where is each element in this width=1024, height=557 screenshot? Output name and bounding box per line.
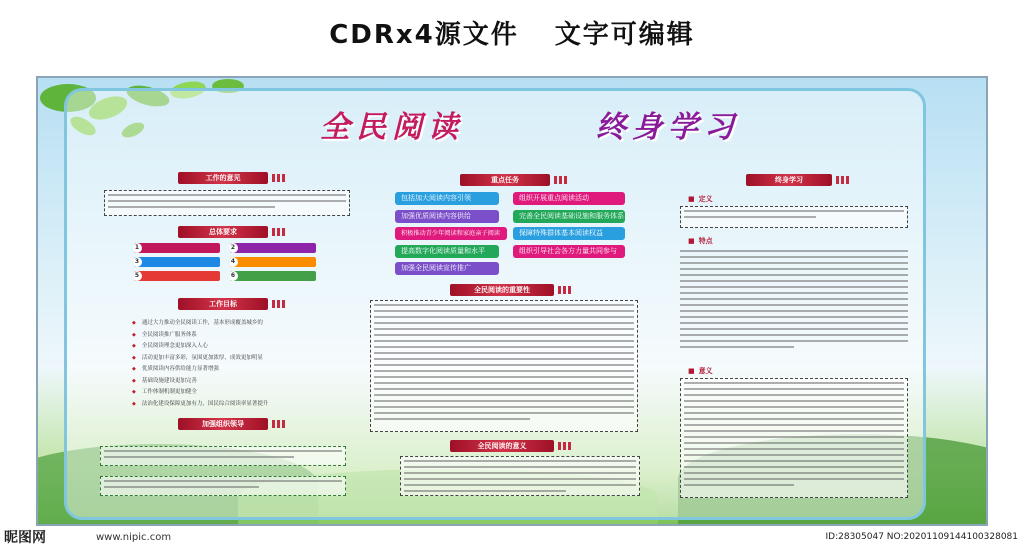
- goal-item: ◆ 基础设施建设更加完善: [132, 376, 332, 388]
- key-task-pill: 组织引导社会各方力量共同参与: [513, 245, 625, 258]
- requirement-row: [134, 257, 220, 267]
- key-task-pill: 加强优质阅读内容供给: [395, 210, 499, 223]
- subhead-definition: ■ 定义: [688, 194, 713, 204]
- requirement-number: 2: [230, 243, 238, 253]
- key-task-pill: 提高数字化阅读质量和水平: [395, 245, 499, 258]
- text-lines: [684, 210, 904, 226]
- text-lines: [104, 480, 342, 494]
- text-lines: [374, 304, 634, 428]
- section-title-strengthen-leadership: 加强组织领导: [178, 418, 268, 430]
- goal-item: ◆ 活动更加丰富多彩，氛围更加浓厚，成效更加明显: [132, 353, 332, 365]
- key-task-pill: 保障特殊群体基本阅读权益: [513, 227, 625, 240]
- key-task-pill: 包括加大阅读内容引领: [395, 192, 499, 205]
- meaning-text-box: [680, 378, 908, 498]
- goal-item: ◆ 全民阅读推广服务体系: [132, 330, 332, 342]
- requirement-number: 4: [230, 257, 238, 267]
- section-title-work-opinion: 工作的意见: [178, 172, 268, 184]
- watermark-id: ID:28305047 NO:20201109144100328081: [825, 532, 1018, 542]
- text-lines: [104, 450, 342, 464]
- section-title-lifelong-learning: 终身学习: [746, 174, 832, 186]
- headline-left: 全民阅读: [320, 110, 464, 145]
- watermark-site: www.nipic.com: [96, 532, 172, 543]
- section-title-work-goals: 工作目标: [178, 298, 268, 310]
- requirement-row: [134, 271, 220, 281]
- caption-editable-text: 文字可编辑: [554, 19, 695, 50]
- work-goals-list: [132, 318, 332, 410]
- leadership-text-box: [100, 446, 346, 466]
- headline-right: 终身学习: [596, 110, 740, 145]
- caption-source-file: CDRx4源文件: [329, 19, 519, 50]
- section-title-significance: 全民阅读的意义: [450, 440, 554, 452]
- key-task-pill: 完善全民阅读基础设施和服务体系: [513, 210, 625, 223]
- requirement-row: [230, 243, 316, 253]
- subhead-meaning: ■ 意义: [688, 366, 713, 376]
- key-task-pill: 加强全民阅读宣传推广: [395, 262, 499, 275]
- leadership-text-box-2: [100, 476, 346, 496]
- features-text: [680, 250, 908, 354]
- definition-text-box: [680, 206, 908, 228]
- subhead-features: ■ 特点: [688, 236, 713, 246]
- key-task-pill: 积极推动青少年阅读和家庭亲子阅读: [395, 227, 507, 240]
- headline: [320, 102, 740, 152]
- requirement-number: 6: [230, 271, 238, 281]
- significance-text-box: [400, 456, 640, 496]
- goal-item: ◆ 工作体制机制更加健全: [132, 387, 332, 399]
- section-title-key-tasks: 重点任务: [460, 174, 550, 186]
- work-opinion-text-box: [104, 190, 350, 216]
- requirement-row: [134, 243, 220, 253]
- requirement-row: [230, 257, 316, 267]
- goal-item: ◆ 通过大力推动全民阅读工作，基本形成覆盖城乡的: [132, 318, 332, 330]
- text-lines: [404, 460, 636, 494]
- requirement-number: 1: [134, 243, 142, 253]
- watermark-logo: 昵图网: [4, 530, 46, 546]
- goal-item: ◆ 全民阅读理念更加深入人心: [132, 341, 332, 353]
- top-caption: [0, 0, 1024, 64]
- text-lines: [108, 194, 346, 214]
- section-title-importance: 全民阅读的重要性: [450, 284, 554, 296]
- section-title-general-requirements: 总体要求: [178, 226, 268, 238]
- text-lines: [684, 382, 904, 496]
- requirement-number: 3: [134, 257, 142, 267]
- requirement-row: [230, 271, 316, 281]
- goal-item: ◆ 法治化建设保障更加有力，国民综合阅读率显著提升: [132, 399, 332, 411]
- key-task-pill: 组织开展重点阅读活动: [513, 192, 625, 205]
- goal-item: ◆ 优质阅读内容供给能力显著增强: [132, 364, 332, 376]
- requirement-number: 5: [134, 271, 142, 281]
- importance-text-box: [370, 300, 638, 432]
